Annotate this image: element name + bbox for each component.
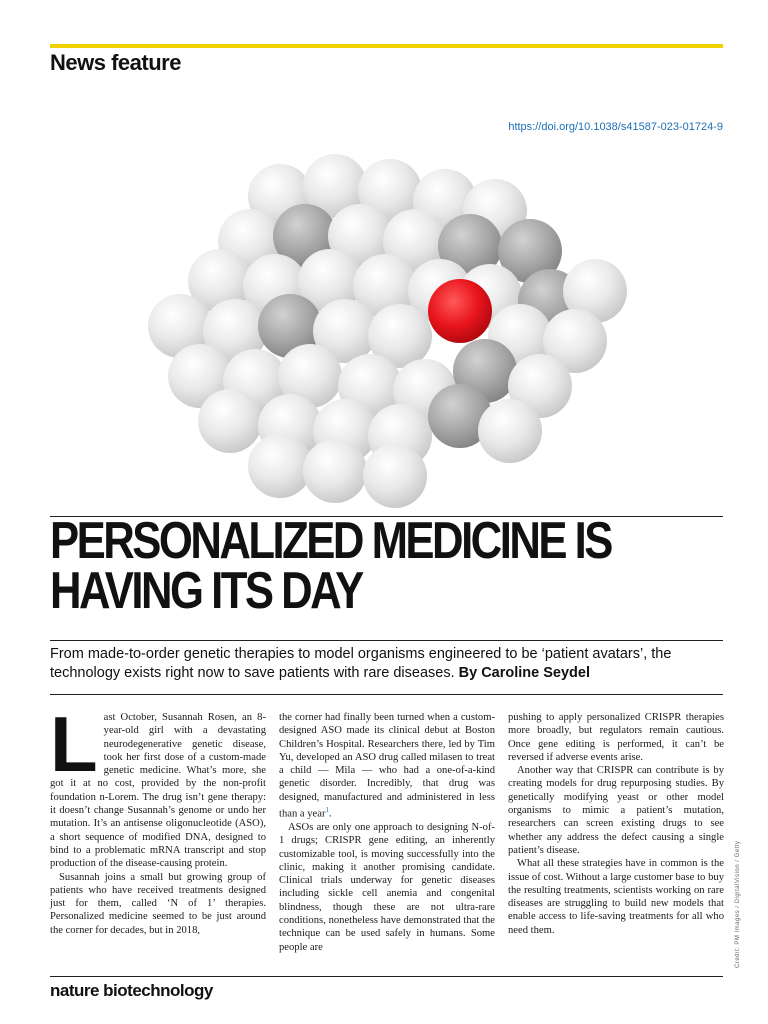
reference-link[interactable]: 1 bbox=[325, 806, 329, 815]
paragraph: What all these strategies have in common is the issue of cost. Without a large customer base to buy the resulting treatments, scientists working on rare diseases are struggling to build new models that enable access to life-saving treatments for all who need them. bbox=[508, 858, 724, 936]
feature-photo bbox=[50, 141, 723, 509]
journal-logo: nature biotechnology bbox=[50, 981, 213, 1000]
paragraph-end: . bbox=[328, 808, 332, 820]
text-column-3 bbox=[508, 711, 724, 937]
white-sphere bbox=[303, 439, 367, 503]
divider-standfirst-bottom bbox=[50, 694, 723, 695]
paragraph-text: ast October, Susannah Rosen, an 8-year-old girl with a devastating neurodegenerative genetic disease, took her first dose of a custom-made genetic medicine. What’s more, she got it at no cost, provided by the non-profit foundation n-Lorem. The drug isn’t gene therapy: it doesn’t change Susannah’s genome or undo her mutation. It’s an antisense oligonucleotide (ASO), a short sequence of modified DNA, designed to bind to a problematic mRNA transcript and stop production of the disease-causing protein. bbox=[50, 712, 266, 870]
divider-headline-bottom bbox=[50, 640, 723, 641]
paragraph: ASOs are only one approach to designing N-of-1 drugs; CRISPR gene editing, an inherently customizable tool, is moving successfully into the clinic, making it another promising candidate. Clinical trials underway for genetic diseases including sickle cell anemia and congenital blindness, though these are not ultra-rare conditions, nonetheless have demonstrated that the technique can be used safely in humans. Some people are bbox=[279, 821, 495, 953]
standfirst-text: From made-to-order genetic therapies to model organisms engineered to be ‘patient avatars’, the technology exists right now to save patients with rare diseases. bbox=[50, 646, 672, 681]
headline bbox=[50, 512, 621, 620]
photo-credit: Credit: PM Images / DigitalVision / Getty bbox=[735, 840, 741, 968]
white-sphere bbox=[248, 434, 312, 498]
standfirst bbox=[50, 645, 723, 683]
spheres-illustration bbox=[50, 141, 723, 509]
headline-line-2: HAVING ITS DAY bbox=[50, 562, 362, 620]
paragraph-text: the corner had finally been turned when a custom-designed ASO made its clinical debut at Boston Children’s Hospital. Researchers there, led by Tim Yu, developed an ASO drug called milasen to treat a child — Mila — who had a one-of-a-kind genetic disorder. Incredibly, that drug was designed, manufactured and administered in less than a year bbox=[279, 712, 495, 820]
white-sphere bbox=[198, 389, 262, 453]
white-sphere bbox=[478, 399, 542, 463]
paragraph: Susannah joins a small but growing group of patients who have received treatments designed just for them, called ‘N of 1’ therapies. Personalized medicine seemed to be just around the corner for decades, but in 2018, bbox=[50, 871, 266, 936]
headline-line-1: PERSONALIZED MEDICINE IS bbox=[50, 512, 611, 570]
paragraph bbox=[279, 711, 495, 821]
paragraph: pushing to apply personalized CRISPR therapies more broadly, but regulators remain cautious. Once gene editing is performed, it can’t be reversed if adverse events arise. bbox=[508, 712, 724, 763]
paragraph bbox=[50, 700, 266, 871]
divider-footer bbox=[50, 976, 723, 977]
section-label: News feature bbox=[50, 50, 181, 75]
text-column-2 bbox=[279, 711, 495, 954]
section-accent-bar bbox=[50, 44, 723, 48]
byline: By Caroline Seydel bbox=[458, 665, 590, 681]
red-sphere bbox=[428, 279, 492, 343]
paragraph: Another way that CRISPR can contribute is by creating models for drug repurposing studies. By genetically modifying yeast or other model organisms to mimic a patient’s mutation, researchers can screen existing drugs to see whether any address the defect causing a single patient’s disease. bbox=[508, 765, 724, 856]
doi-link[interactable]: https://doi.org/10.1038/s41587-023-01724-9 bbox=[508, 121, 723, 133]
white-sphere bbox=[363, 444, 427, 508]
text-column-1 bbox=[50, 700, 266, 937]
drop-cap: L bbox=[50, 700, 98, 788]
